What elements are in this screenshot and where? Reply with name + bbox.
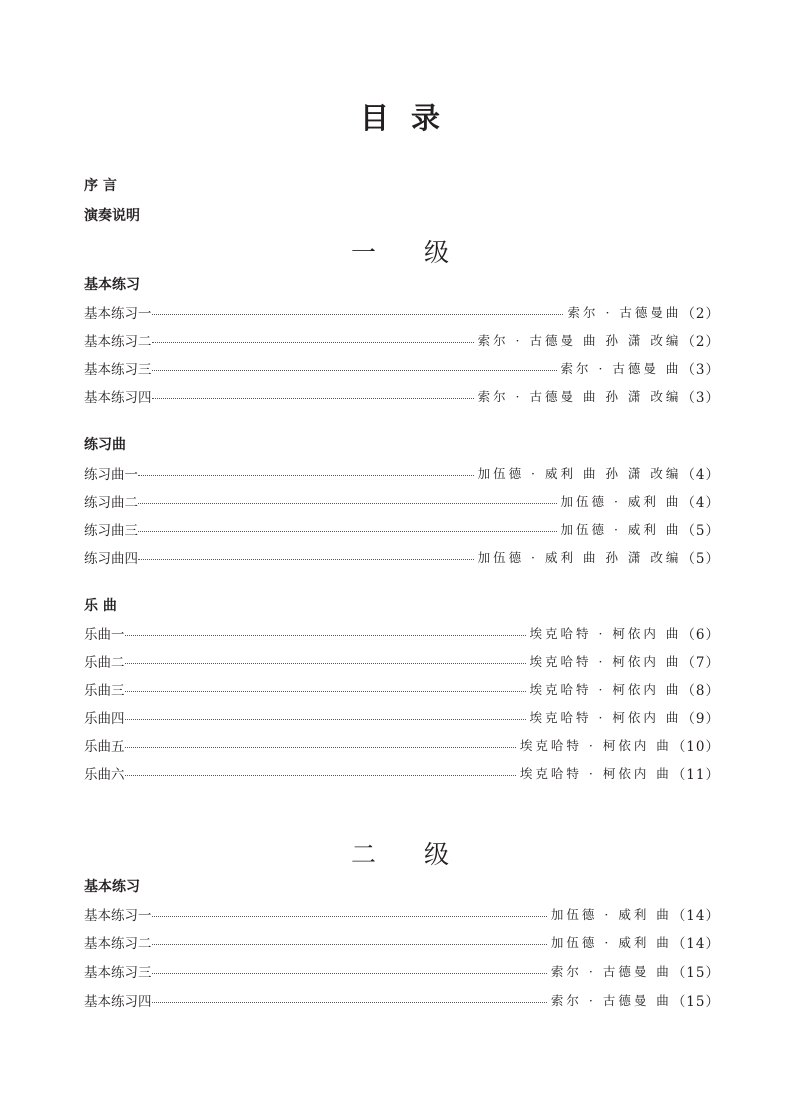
dot-leader bbox=[138, 559, 474, 560]
entry-page: （6） bbox=[681, 627, 720, 643]
entry-title: 乐曲三 bbox=[84, 683, 125, 699]
section-heading: 练习曲 bbox=[84, 437, 126, 453]
entry-page: （15） bbox=[671, 994, 720, 1010]
toc-entry bbox=[84, 735, 720, 755]
entry-title: 基本练习一 bbox=[84, 306, 152, 322]
toc-entry bbox=[84, 330, 720, 350]
dot-leader bbox=[152, 916, 547, 917]
entry-credit: 埃克哈特 · 柯依内 曲 bbox=[529, 654, 682, 669]
toc-entry bbox=[84, 358, 720, 378]
dot-leader bbox=[138, 503, 557, 504]
section-heading: 基本练习 bbox=[84, 277, 140, 293]
toc-entry bbox=[84, 491, 720, 511]
entry-credit: 埃克哈特 · 柯依内 曲 bbox=[529, 682, 682, 697]
dot-leader bbox=[152, 398, 474, 399]
entry-title: 练习曲四 bbox=[84, 551, 138, 567]
entry-title: 基本练习四 bbox=[84, 390, 152, 406]
entry-page: （8） bbox=[681, 683, 720, 699]
entry-credit: 索尔 · 古德曼 曲 孙 潇 改编 bbox=[477, 333, 682, 348]
entry-page: （15） bbox=[671, 965, 720, 981]
dot-leader bbox=[125, 747, 516, 748]
dot-leader bbox=[152, 314, 564, 315]
entry-title: 乐曲二 bbox=[84, 655, 125, 671]
entry-credit: 加伍德 · 威利 曲 孙 潇 改编 bbox=[477, 550, 682, 565]
level-heading: 二 级 bbox=[351, 840, 469, 869]
entry-page: （9） bbox=[681, 711, 720, 727]
section-heading: 乐 曲 bbox=[84, 598, 117, 614]
entry-page: （4） bbox=[681, 495, 720, 511]
toc-entry bbox=[84, 904, 720, 924]
dot-leader bbox=[138, 475, 474, 476]
entry-credit: 埃克哈特 · 柯依内 曲 bbox=[529, 710, 682, 725]
entry-credit: 加伍德 · 威利 曲 bbox=[550, 935, 672, 950]
toc-performance-notes: 演奏说明 bbox=[84, 208, 140, 224]
entry-credit: 索尔 · 古德曼 曲 bbox=[550, 964, 672, 979]
entry-title: 基本练习二 bbox=[84, 936, 152, 952]
entry-credit: 埃克哈特 · 柯依内 曲 bbox=[529, 626, 682, 641]
entry-title: 乐曲五 bbox=[84, 739, 125, 755]
entry-credit: 加伍德 · 威利 曲 bbox=[560, 522, 682, 537]
entry-credit: 加伍德 · 威利 曲 bbox=[550, 907, 672, 922]
toc-preface: 序 言 bbox=[84, 178, 117, 194]
dot-leader bbox=[125, 635, 526, 636]
entry-credit: 加伍德 · 威利 曲 bbox=[560, 494, 682, 509]
entry-title: 乐曲一 bbox=[84, 627, 125, 643]
entry-title: 基本练习四 bbox=[84, 994, 152, 1010]
section-heading: 基本练习 bbox=[84, 879, 140, 895]
toc-entry bbox=[84, 707, 720, 727]
entry-title: 基本练习三 bbox=[84, 965, 152, 981]
entry-title: 练习曲三 bbox=[84, 523, 138, 539]
entry-page: （11） bbox=[671, 767, 720, 783]
entry-credit: 埃克哈特 · 柯依内 曲 bbox=[519, 766, 672, 781]
entry-page: （5） bbox=[681, 551, 720, 567]
entry-page: （14） bbox=[671, 936, 720, 952]
dot-leader bbox=[152, 973, 547, 974]
dot-leader bbox=[125, 775, 516, 776]
entry-credit: 埃克哈特 · 柯依内 曲 bbox=[519, 738, 672, 753]
entry-page: （2） bbox=[681, 334, 720, 350]
page-title: 目录 bbox=[359, 101, 462, 135]
dot-leader bbox=[152, 342, 474, 343]
toc-entry bbox=[84, 302, 720, 322]
toc-entry bbox=[84, 463, 720, 483]
entry-page: （10） bbox=[671, 739, 720, 755]
toc-entry bbox=[84, 763, 720, 783]
entry-credit: 加伍德 · 威利 曲 孙 潇 改编 bbox=[477, 466, 682, 481]
dot-leader bbox=[138, 531, 557, 532]
dot-leader bbox=[152, 944, 547, 945]
entry-credit: 索尔 · 古德曼 曲 孙 潇 改编 bbox=[477, 389, 682, 404]
dot-leader bbox=[125, 719, 526, 720]
toc-entry bbox=[84, 386, 720, 406]
entry-page: （3） bbox=[681, 362, 720, 378]
entry-page: （4） bbox=[681, 467, 720, 483]
entry-title: 练习曲一 bbox=[84, 467, 138, 483]
entry-page: （7） bbox=[681, 655, 720, 671]
entry-title: 基本练习一 bbox=[84, 908, 152, 924]
entry-title: 乐曲四 bbox=[84, 711, 125, 727]
entry-title: 基本练习三 bbox=[84, 362, 152, 378]
dot-leader bbox=[125, 691, 526, 692]
toc-entry bbox=[84, 519, 720, 539]
dot-leader bbox=[125, 663, 526, 664]
entry-credit: 索尔 · 古德曼 曲 bbox=[550, 993, 672, 1008]
level-heading: 一 级 bbox=[351, 238, 469, 267]
toc-entry bbox=[84, 623, 720, 643]
entry-title: 乐曲六 bbox=[84, 767, 125, 783]
entry-page: （5） bbox=[681, 523, 720, 539]
entry-title: 练习曲二 bbox=[84, 495, 138, 511]
toc-entry bbox=[84, 679, 720, 699]
toc-entry bbox=[84, 961, 720, 981]
dot-leader bbox=[152, 370, 557, 371]
entry-page: （14） bbox=[671, 908, 720, 924]
entry-page: （3） bbox=[681, 390, 720, 406]
entry-title: 基本练习二 bbox=[84, 334, 152, 350]
toc-entry bbox=[84, 932, 720, 952]
dot-leader bbox=[152, 1002, 547, 1003]
toc-entry bbox=[84, 990, 720, 1010]
entry-credit: 索尔 · 古德曼曲 bbox=[567, 305, 682, 320]
toc-entry bbox=[84, 547, 720, 567]
entry-page: （2） bbox=[681, 306, 720, 322]
entry-credit: 索尔 · 古德曼 曲 bbox=[560, 361, 682, 376]
toc-entry bbox=[84, 651, 720, 671]
